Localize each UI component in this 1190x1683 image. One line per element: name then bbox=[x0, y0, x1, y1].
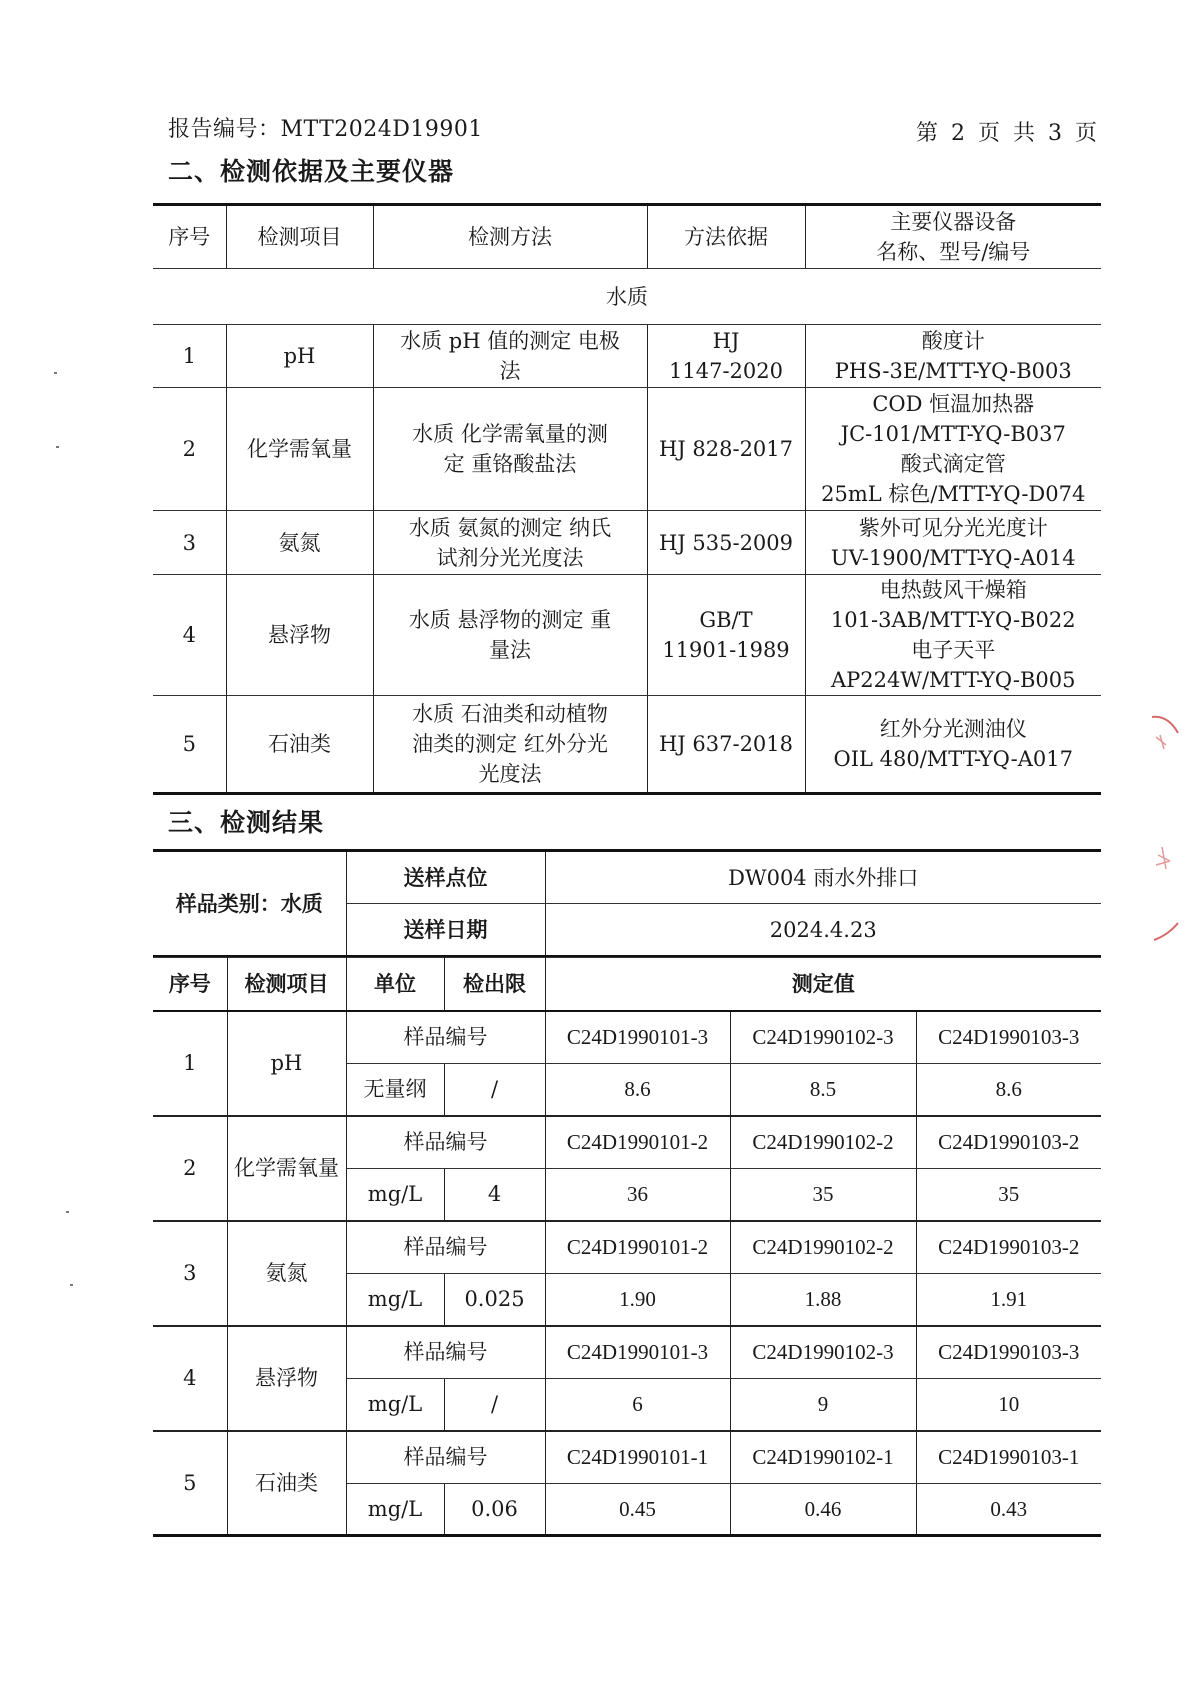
sample-no-label: 样品编号 bbox=[346, 1221, 545, 1274]
row-item: pH bbox=[227, 1011, 346, 1116]
sample-id: C24D1990101-1 bbox=[545, 1431, 730, 1484]
scan-speck bbox=[54, 372, 57, 374]
detection-limit: 0.06 bbox=[444, 1484, 545, 1536]
sample-id: C24D1990102-3 bbox=[730, 1011, 916, 1064]
table-row bbox=[153, 696, 1101, 794]
unit: mg/L bbox=[346, 1484, 444, 1536]
row-no: 3 bbox=[153, 511, 226, 575]
scan-speck bbox=[56, 446, 59, 448]
result-row-sample-ids bbox=[153, 1326, 1101, 1379]
measured-value: 35 bbox=[916, 1169, 1101, 1221]
row-item: 化学需氧量 bbox=[226, 388, 373, 511]
row-method: 水质 化学需氧量的测 定 重铬酸盐法 bbox=[373, 388, 647, 511]
row-equipment: 红外分光测油仪 OIL 480/MTT-YQ-A017 bbox=[805, 696, 1101, 794]
table-row bbox=[153, 388, 1101, 511]
row-no: 1 bbox=[153, 1011, 227, 1116]
row-item: 石油类 bbox=[226, 696, 373, 794]
measured-value: 8.6 bbox=[545, 1064, 730, 1116]
row-basis: HJ 535-2009 bbox=[647, 511, 805, 575]
row-item: 悬浮物 bbox=[227, 1326, 346, 1431]
sample-id: C24D1990101-2 bbox=[545, 1221, 730, 1274]
sample-id: C24D1990103-2 bbox=[916, 1221, 1101, 1274]
sample-id: C24D1990101-3 bbox=[545, 1011, 730, 1064]
row-item: 化学需氧量 bbox=[227, 1116, 346, 1221]
row-basis: GB/T 11901-1989 bbox=[647, 575, 805, 696]
col-header-equipment bbox=[805, 205, 1101, 269]
sample-no-label: 样品编号 bbox=[346, 1011, 545, 1064]
section3-title: 三、检测结果 bbox=[168, 808, 325, 837]
sample-id: C24D1990103-2 bbox=[916, 1116, 1101, 1169]
measured-value: 8.6 bbox=[916, 1064, 1101, 1116]
row-equipment: 紫外可见分光光度计 UV-1900/MTT-YQ-A014 bbox=[805, 511, 1101, 575]
result-row-sample-ids bbox=[153, 1431, 1101, 1484]
col-header-method: 检测方法 bbox=[373, 205, 647, 269]
site-label: 送样点位 bbox=[346, 851, 545, 904]
row-no: 1 bbox=[153, 325, 226, 388]
row-method: 水质 pH 值的测定 电极 法 bbox=[373, 325, 647, 388]
row-item: 氨氮 bbox=[226, 511, 373, 575]
row-no: 4 bbox=[153, 575, 226, 696]
sample-id: C24D1990101-3 bbox=[545, 1326, 730, 1379]
measured-value: 6 bbox=[545, 1379, 730, 1431]
row-equipment: COD 恒温加热器 JC-101/MTT-YQ-B037 酸式滴定管 25mL 棕色/MTT-YQ-D074 bbox=[805, 388, 1101, 511]
group-label: 水质 bbox=[153, 269, 1101, 325]
sample-id: C24D1990102-1 bbox=[730, 1431, 916, 1484]
row-method: 水质 石油类和动植物 油类的测定 红外分光 光度法 bbox=[373, 696, 647, 794]
col-header-basis: 方法依据 bbox=[647, 205, 805, 269]
method-table bbox=[153, 203, 1101, 795]
table-row bbox=[153, 325, 1101, 388]
site-value: DW004 雨水外排口 bbox=[545, 851, 1101, 904]
measured-value: 1.88 bbox=[730, 1274, 916, 1326]
result-row-sample-ids bbox=[153, 1011, 1101, 1064]
result-row-sample-ids bbox=[153, 1221, 1101, 1274]
col-header-values: 测定值 bbox=[545, 958, 1101, 1011]
measured-value: 0.46 bbox=[730, 1484, 916, 1536]
sample-id: C24D1990102-2 bbox=[730, 1221, 916, 1274]
row-no: 2 bbox=[153, 388, 226, 511]
measured-value: 35 bbox=[730, 1169, 916, 1221]
col-header-limit: 检出限 bbox=[444, 958, 545, 1011]
sample-no-label: 样品编号 bbox=[346, 1116, 545, 1169]
measured-value: 9 bbox=[730, 1379, 916, 1431]
row-basis: HJ 637-2018 bbox=[647, 696, 805, 794]
detection-limit: / bbox=[444, 1064, 545, 1116]
sample-no-label: 样品编号 bbox=[346, 1431, 545, 1484]
sample-no-label: 样品编号 bbox=[346, 1326, 545, 1379]
row-item: 氨氮 bbox=[227, 1221, 346, 1326]
row-basis: HJ 828-2017 bbox=[647, 388, 805, 511]
detection-limit: 0.025 bbox=[444, 1274, 545, 1326]
sample-id: C24D1990102-3 bbox=[730, 1326, 916, 1379]
col-header-unit: 单位 bbox=[346, 958, 444, 1011]
measured-value: 1.90 bbox=[545, 1274, 730, 1326]
row-no: 4 bbox=[153, 1326, 227, 1431]
row-method: 水质 悬浮物的测定 重 量法 bbox=[373, 575, 647, 696]
row-method: 水质 氨氮的测定 纳氏 试剂分光光度法 bbox=[373, 511, 647, 575]
row-equipment: 电热鼓风干燥箱 101-3AB/MTT-YQ-B022 电子天平 AP224W/MTT-YQ-B005 bbox=[805, 575, 1101, 696]
report-number: 报告编号：MTT2024D19901 bbox=[168, 117, 483, 142]
col-header-no: 序号 bbox=[153, 958, 227, 1011]
measured-value: 8.5 bbox=[730, 1064, 916, 1116]
row-item: 悬浮物 bbox=[226, 575, 373, 696]
sample-id: C24D1990103-3 bbox=[916, 1011, 1101, 1064]
row-item: pH bbox=[226, 325, 373, 388]
unit: mg/L bbox=[346, 1379, 444, 1431]
equipment-header-line1: 主要仪器设备 bbox=[890, 210, 1017, 234]
table-row bbox=[153, 511, 1101, 575]
measured-value: 10 bbox=[916, 1379, 1101, 1431]
row-no: 5 bbox=[153, 696, 226, 794]
col-header-item: 检测项目 bbox=[227, 958, 346, 1011]
scan-speck bbox=[70, 1284, 73, 1286]
measured-value: 36 bbox=[545, 1169, 730, 1221]
row-no: 2 bbox=[153, 1116, 227, 1221]
unit: 无量纲 bbox=[346, 1064, 444, 1116]
row-no: 5 bbox=[153, 1431, 227, 1536]
unit: mg/L bbox=[346, 1169, 444, 1221]
page-indicator: 第 2 页 共 3 页 bbox=[916, 121, 1100, 146]
section2-title: 二、检测依据及主要仪器 bbox=[168, 157, 455, 186]
measured-value: 1.91 bbox=[916, 1274, 1101, 1326]
measured-value: 0.43 bbox=[916, 1484, 1101, 1536]
table-row bbox=[153, 575, 1101, 696]
date-value: 2024.4.23 bbox=[545, 904, 1101, 957]
col-header-no: 序号 bbox=[153, 205, 226, 269]
col-header-item: 检测项目 bbox=[226, 205, 373, 269]
sample-info-table bbox=[153, 849, 1101, 958]
sample-id: C24D1990101-2 bbox=[545, 1116, 730, 1169]
row-item: 石油类 bbox=[227, 1431, 346, 1536]
seal-fragment bbox=[1150, 715, 1180, 945]
sample-type: 样品类别：水质 bbox=[153, 851, 346, 957]
row-basis: HJ 1147-2020 bbox=[647, 325, 805, 388]
row-no: 3 bbox=[153, 1221, 227, 1326]
detection-limit: / bbox=[444, 1379, 545, 1431]
unit: mg/L bbox=[346, 1274, 444, 1326]
date-label: 送样日期 bbox=[346, 904, 545, 957]
sample-id: C24D1990102-2 bbox=[730, 1116, 916, 1169]
row-equipment: 酸度计 PHS-3E/MTT-YQ-B003 bbox=[805, 325, 1101, 388]
detection-limit: 4 bbox=[444, 1169, 545, 1221]
sample-id: C24D1990103-3 bbox=[916, 1326, 1101, 1379]
results-table bbox=[153, 957, 1101, 1537]
measured-value: 0.45 bbox=[545, 1484, 730, 1536]
result-row-sample-ids bbox=[153, 1116, 1101, 1169]
equipment-header-line2: 名称、型号/编号 bbox=[876, 240, 1031, 264]
scan-speck bbox=[66, 1211, 69, 1213]
sample-id: C24D1990103-1 bbox=[916, 1431, 1101, 1484]
